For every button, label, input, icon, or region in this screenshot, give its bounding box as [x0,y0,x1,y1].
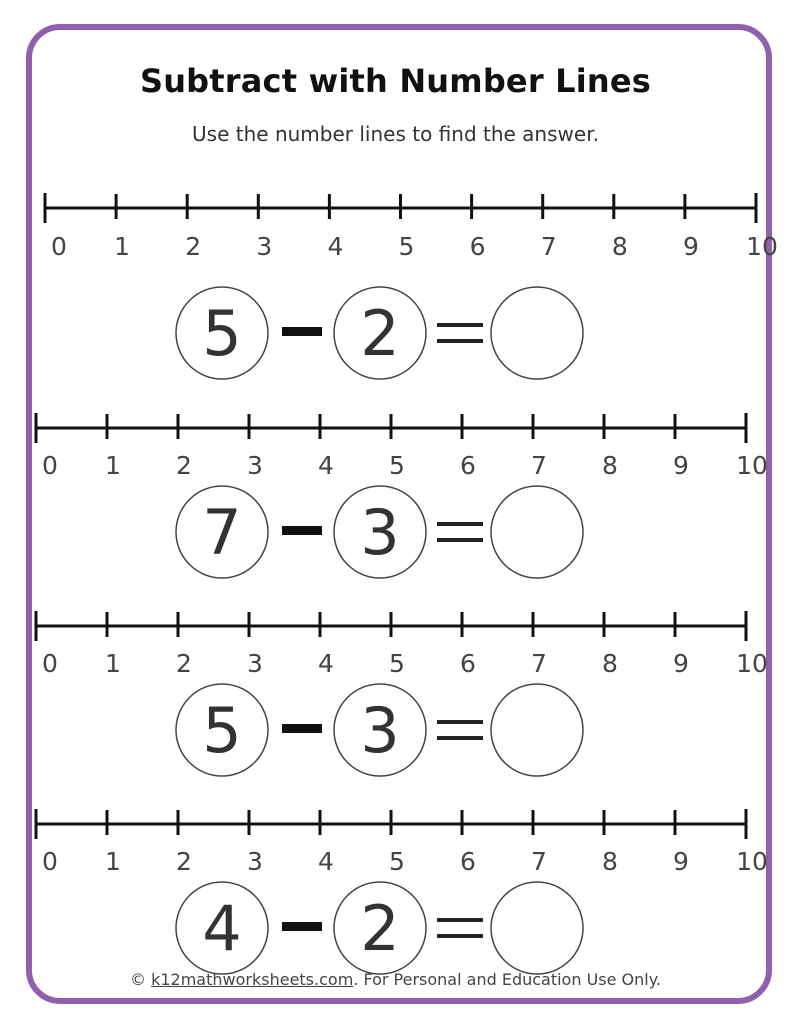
number-line-label: 7 [531,649,547,678]
number-line-label: 4 [327,232,344,261]
answer-circle[interactable] [491,486,583,578]
number-line-label: 5 [389,847,405,876]
number-line-label: 9 [682,232,699,261]
equals-sign-bottom [437,934,483,938]
number-line-label: 10 [736,847,768,876]
number-line-label: 5 [389,451,405,480]
minuend-number: 5 [202,694,242,767]
number-line-label: 5 [398,232,415,261]
number-line-label: 4 [318,649,334,678]
worksheet-instructions: Use the number lines to find the answer. [192,122,599,146]
equals-sign-bottom [437,736,483,740]
number-line-label: 7 [531,847,547,876]
answer-circle[interactable] [491,684,583,776]
answer-circle[interactable] [491,882,583,974]
number-line-label: 0 [51,232,67,261]
minuend-number: 5 [202,297,242,370]
number-line-label: 8 [602,451,618,480]
number-line-label: 10 [736,451,768,480]
footer-notice: . For Personal and Education Use Only. [353,970,661,989]
subtrahend-number: 2 [360,892,400,965]
number-line-label: 1 [105,649,121,678]
number-line-label: 6 [460,649,476,678]
number-line-label: 4 [318,847,334,876]
minuend-number: 7 [202,496,242,569]
minus-sign [282,922,322,931]
minus-sign [282,526,322,535]
footer-copyright: © [130,970,152,989]
footer-link[interactable]: k12mathworksheets.com [151,970,354,989]
number-line-label: 2 [176,649,192,678]
equals-sign-bottom [437,538,483,542]
minus-sign [282,724,322,733]
number-line-label: 1 [114,232,131,261]
number-line-label: 4 [318,451,334,480]
equals-sign-top [437,323,483,327]
number-line-label: 6 [469,232,486,261]
number-line-label: 0 [42,847,58,876]
footer [0,970,791,989]
equals-sign-bottom [437,339,483,343]
equals-sign-top [437,918,483,922]
number-line-label: 3 [247,847,263,876]
number-line-label: 1 [105,847,121,876]
number-line-label: 3 [256,232,273,261]
worksheet-title: Subtract with Number Lines [139,62,652,100]
number-line-label: 9 [673,847,689,876]
subtrahend-number: 3 [360,496,400,569]
number-line-label: 5 [389,649,405,678]
number-line-label: 8 [611,232,628,261]
number-line-label: 3 [247,649,263,678]
number-line-label: 9 [673,451,689,480]
number-line-label: 7 [531,451,547,480]
number-line-label: 8 [602,847,618,876]
minuend-number: 4 [202,892,242,965]
number-line-label: 10 [746,232,778,261]
number-line-label: 7 [540,232,557,261]
number-line-label: 2 [176,451,192,480]
number-line-label: 10 [736,649,768,678]
subtrahend-number: 2 [360,297,400,370]
number-line-label: 0 [42,451,58,480]
minus-sign [282,327,322,336]
number-line-label: 8 [602,649,618,678]
number-line-label: 3 [247,451,263,480]
answer-circle[interactable] [491,287,583,379]
number-line-label: 1 [105,451,121,480]
number-line-label: 0 [42,649,58,678]
subtrahend-number: 3 [360,694,400,767]
equals-sign-top [437,720,483,724]
number-line-label: 6 [460,451,476,480]
number-line-label: 2 [176,847,192,876]
number-line-label: 2 [185,232,202,261]
number-line-label: 9 [673,649,689,678]
equals-sign-top [437,522,483,526]
number-line-label: 6 [460,847,476,876]
